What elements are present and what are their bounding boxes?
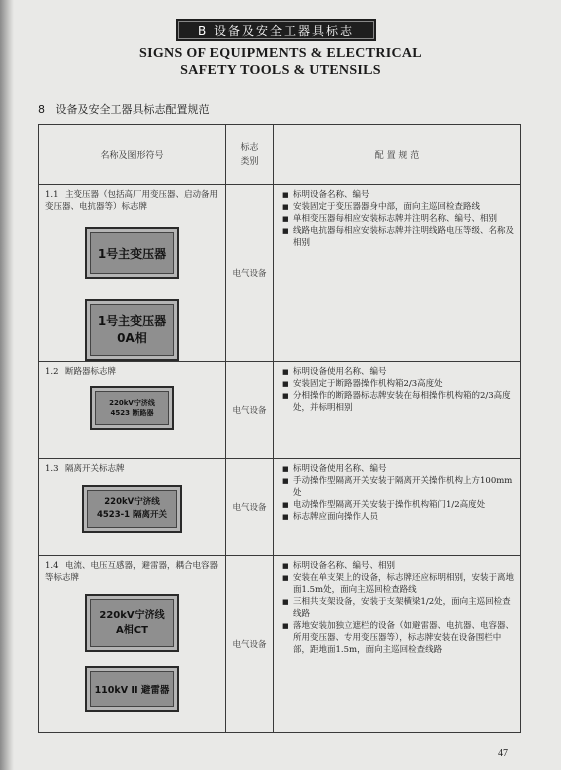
item-name: 电流、电压互感器，避雷器，耦合电容器等标志牌	[45, 561, 219, 583]
rule-item: ■ 标明设备名称、编号、相别	[282, 560, 514, 572]
item-number: 1.2	[45, 367, 59, 377]
row-name-cell	[39, 362, 226, 459]
row-rules-cell	[274, 185, 521, 362]
rule-item: ■ 标明设备使用名称、编号	[282, 366, 514, 378]
header-config-rules: 配 置 规 范	[274, 125, 521, 185]
item-number: 1.4	[45, 561, 59, 571]
sign-text-line: 110kV Ⅱ 避雷器	[94, 685, 170, 696]
rule-item: ■ 手动操作型隔离开关安装于隔离开关操作机构上方100mm处	[282, 475, 514, 499]
row-rules-cell	[274, 459, 521, 556]
sign-text-line: 1号主变压器	[97, 314, 167, 328]
sign-lightning-arrester	[85, 666, 179, 712]
table-header-row	[39, 125, 521, 185]
item-number: 1.3	[45, 464, 59, 474]
section-title: 设备及安全工器具标志配置规范	[55, 103, 210, 116]
table-row	[39, 556, 521, 733]
table-row	[39, 185, 521, 362]
row-rules-cell	[274, 362, 521, 459]
section-banner: B 设备及安全工器具标志	[176, 19, 376, 41]
rule-item: ■ 标志牌应面向操作人员	[282, 511, 514, 523]
rule-item: ■ 三相共支架设备，安装于支架横梁1/2处，面向主巡回检查线路	[282, 596, 514, 620]
sign-main-transformer-phase	[85, 299, 179, 361]
row-category: 电气设备	[226, 459, 274, 556]
sign-text-line: 4523 断路器	[110, 409, 154, 417]
table-row	[39, 459, 521, 556]
english-title-line-1: SIGNS OF EQUIPMENTS & ELECTRICAL	[139, 46, 422, 61]
item-name: 隔离开关标志牌	[65, 464, 125, 474]
rule-item: ■ 安装固定于变压器器身中部，面向主巡回检查路线	[282, 201, 514, 213]
rules-list	[274, 556, 520, 656]
header-category: 标志 类别	[226, 125, 274, 185]
sign-isolating-switch	[82, 485, 182, 533]
row-category: 电气设备	[226, 362, 274, 459]
rule-item: ■ 标明设备名称、编号	[282, 189, 514, 201]
sign-text-line: 220kV宁济线	[109, 399, 155, 407]
sign-text-line: 220kV宁济线	[99, 610, 165, 621]
header-name-symbol: 名称及图形符号	[39, 125, 226, 185]
sign-main-transformer	[85, 227, 179, 279]
row-category: 电气设备	[226, 185, 274, 362]
rules-list	[274, 185, 520, 249]
sign-text-line: A相CT	[116, 625, 148, 636]
section-number: 8	[38, 103, 45, 116]
item-number: 1.1	[45, 190, 59, 200]
rule-item: ■ 分相操作的断路器标志牌安装在每相操作机构箱的2/3高度处，并标明相别	[282, 390, 514, 414]
sign-text-line: 1号主变压器	[97, 246, 167, 261]
signs-spec-table	[38, 124, 521, 733]
row-category: 电气设备	[226, 556, 274, 733]
rule-item: ■ 安装在单支架上的设备，标志牌还应标明相别，安装于离地面1.5m处，面向主巡回检查路线	[282, 572, 514, 596]
rule-item: ■ 电动操作型隔离开关安装于操作机构箱门1/2高度处	[282, 499, 514, 511]
section-heading	[38, 101, 210, 117]
rules-list	[274, 362, 520, 414]
rule-item: ■ 落地安装加独立遮栏的设备（如避雷器、电抗器、电容器、所用变压器、专用变压器等），标志牌安装在设备围栏中部，距地面1.5m，面向主巡回检查线路	[282, 620, 514, 656]
sign-circuit-breaker	[90, 386, 174, 430]
sign-text-line: 0A相	[117, 331, 147, 345]
sign-current-transformer	[85, 594, 179, 652]
row-name-cell	[39, 556, 226, 733]
sign-text-line: 220kV宁济线	[104, 497, 160, 507]
english-title-line-2: SAFETY TOOLS & UTENSILS	[180, 63, 381, 78]
sign-text-line: 4523-1 隔离开关	[96, 510, 168, 520]
page-number: 47	[498, 748, 508, 759]
rule-item: ■ 标明设备使用名称、编号	[282, 463, 514, 475]
book-spine-shadow	[0, 0, 14, 770]
table-row	[39, 362, 521, 459]
rule-item: ■ 线路电抗器每相应安装标志牌并注明线路电压等级、名称及相别	[282, 225, 514, 249]
row-name-cell	[39, 459, 226, 556]
item-name: 主变压器（包括高厂用变压器、启动备用变压器、电抗器等）标志牌	[45, 190, 219, 212]
row-name-cell	[39, 185, 226, 362]
rules-list	[274, 459, 520, 523]
rule-item: ■ 安装固定于断路器操作机构箱2/3高度处	[282, 378, 514, 390]
item-name: 断路器标志牌	[65, 367, 117, 377]
row-rules-cell	[274, 556, 521, 733]
rule-item: ■ 单相变压器每相应安装标志牌并注明名称、编号、相别	[282, 213, 514, 225]
